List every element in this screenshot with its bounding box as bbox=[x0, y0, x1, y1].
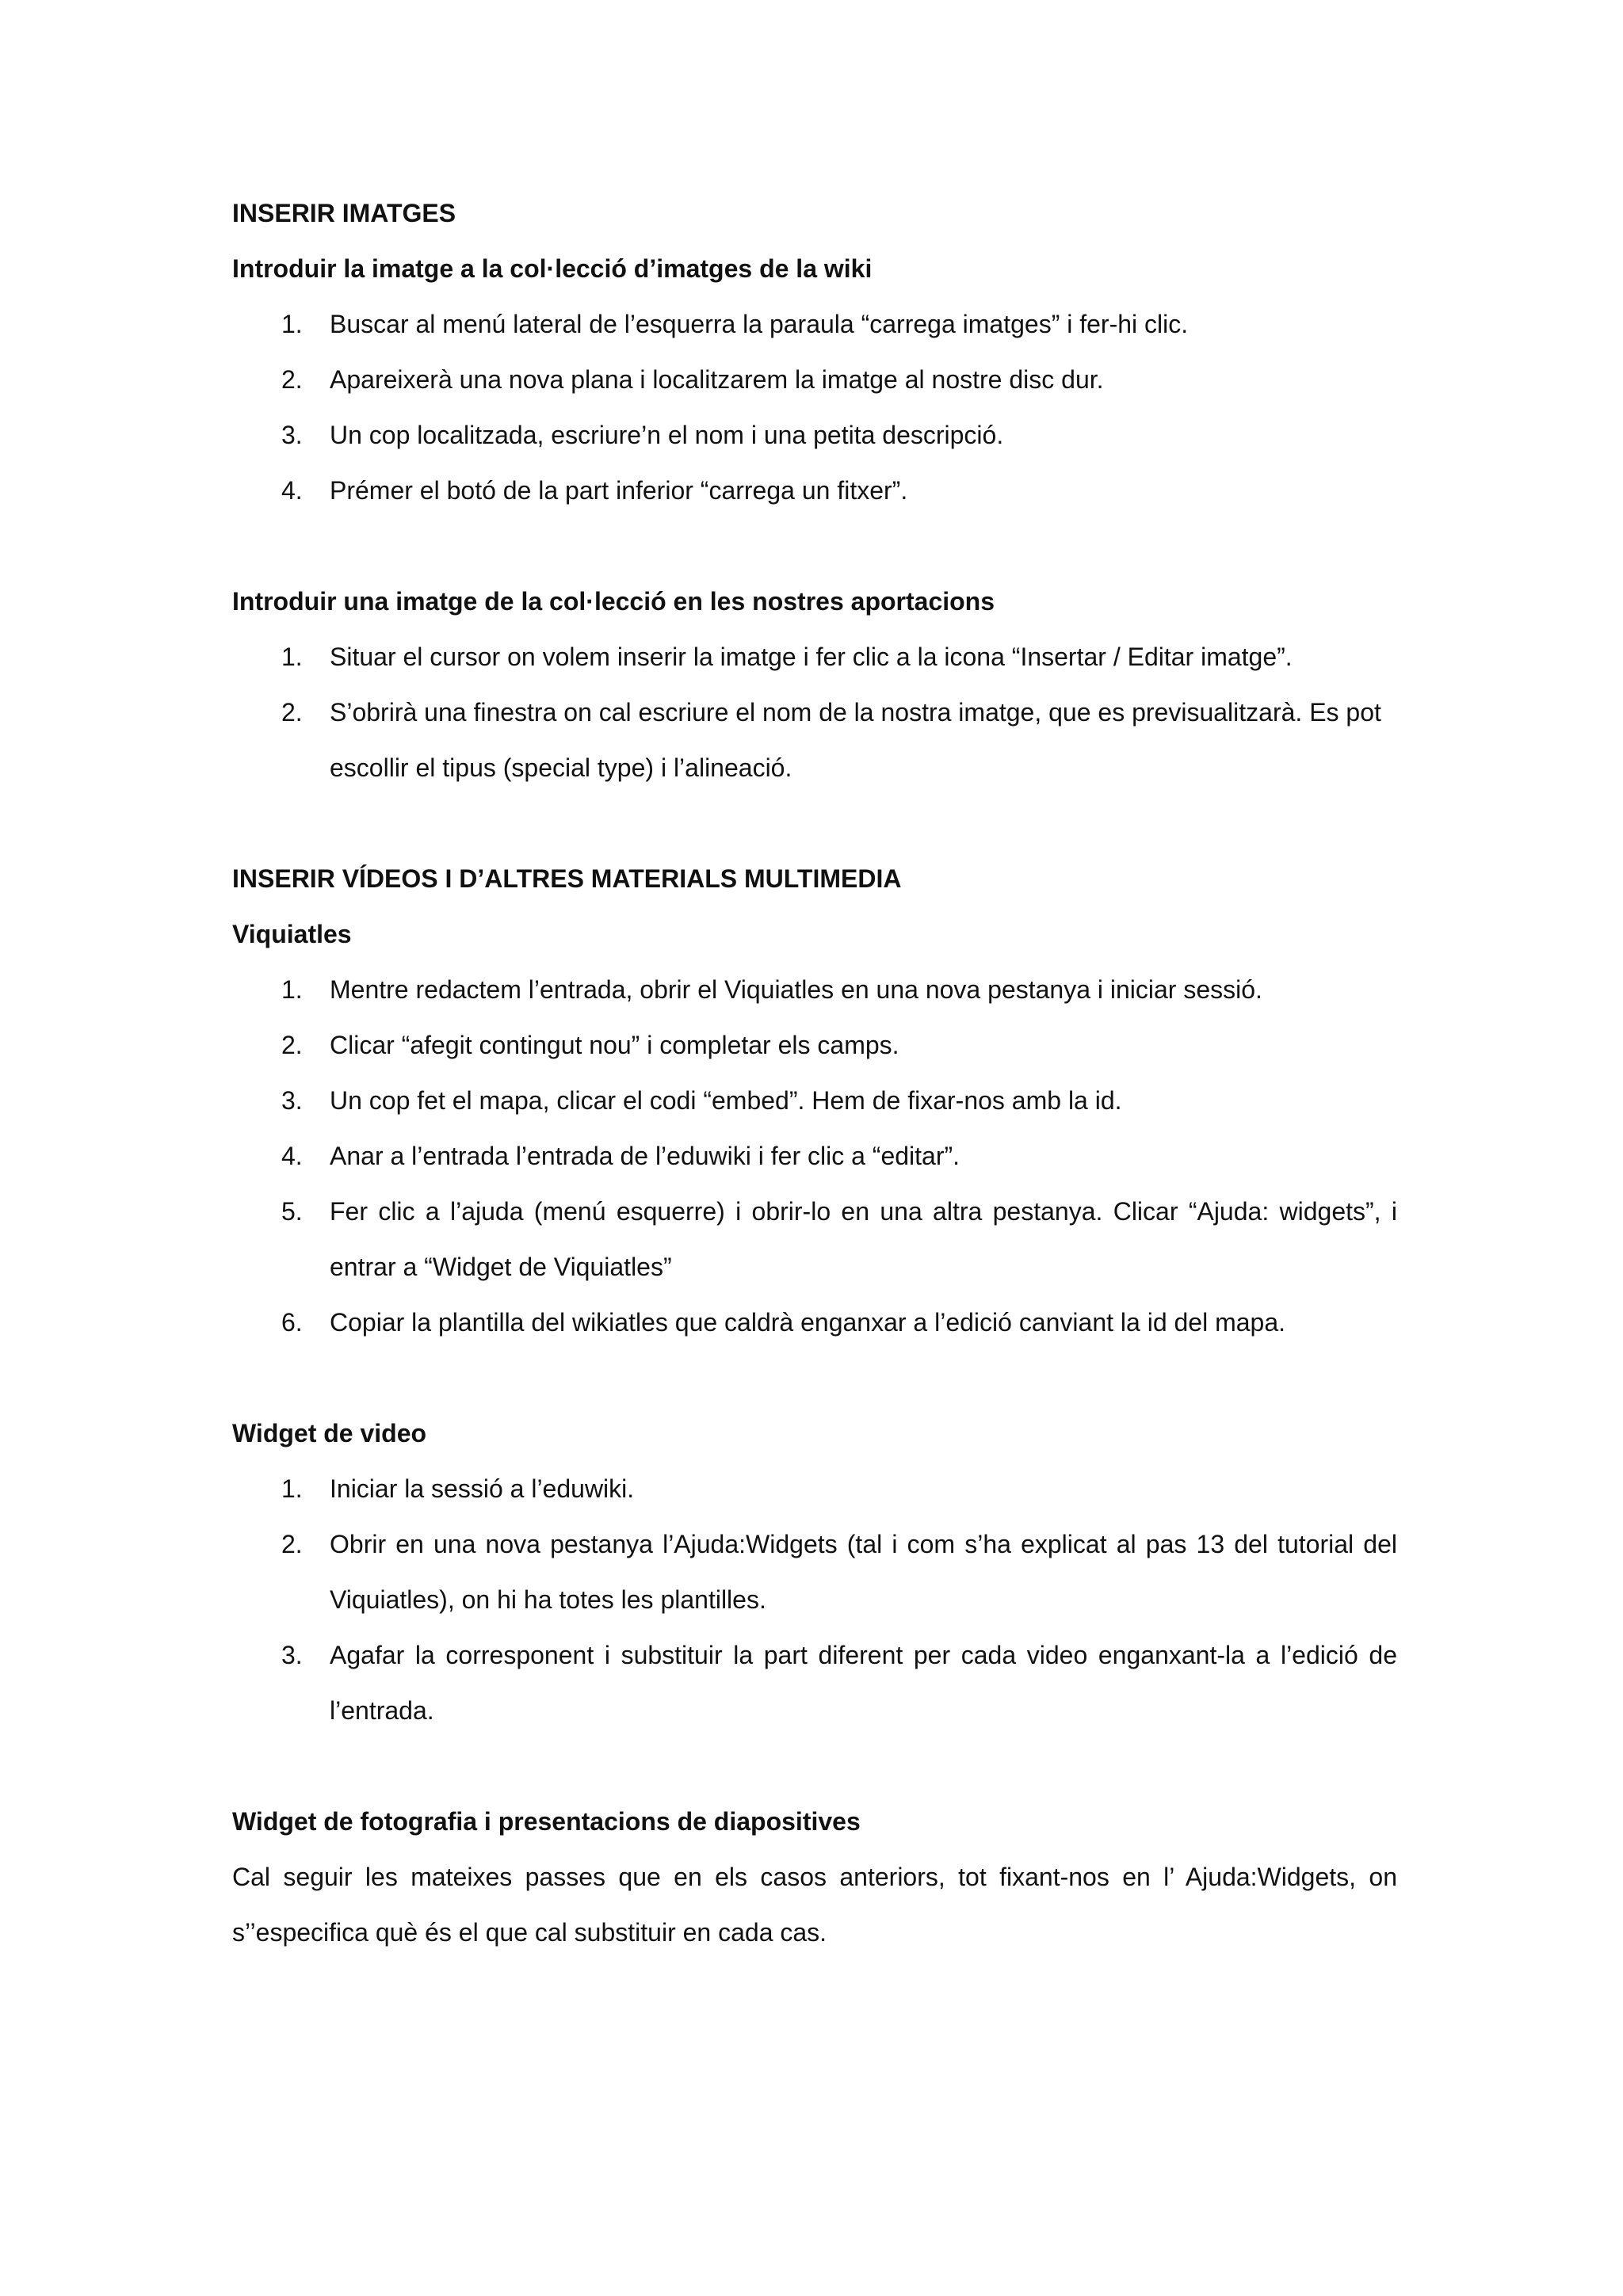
list-number: 2. bbox=[281, 1031, 303, 1059]
list-text: Obrir en una nova pestanya l’Ajuda:Widgets (tal i com s’ha explicat al pas 13 del tutorial del Viquiatles), on hi ha totes les plantilles. bbox=[330, 1530, 1397, 1614]
subsection-heading-viquiatles: Viquiatles bbox=[232, 920, 352, 948]
list-number: 2. bbox=[281, 1530, 303, 1558]
list-text: Copiar la plantilla del wikiatles que caldrà enganxar a l’edició canviant la id del mapa. bbox=[330, 1308, 1286, 1337]
list-number: 1. bbox=[281, 310, 303, 338]
list-text: Agafar la corresponent i substituir la part diferent per cada video enganxant-la a l’edició de l’entrada. bbox=[330, 1641, 1397, 1725]
list-number: 1. bbox=[281, 643, 303, 671]
list-text: Iniciar la sessió a l’eduwiki. bbox=[330, 1474, 635, 1503]
subsection-heading-video-widget: Widget de video bbox=[232, 1419, 427, 1447]
list-text: S’obrirà una finestra on cal escriure el nom de la nostra imatge, que es previsualitzarà. Es pot escollir el tipus (special type) i l’alineació. bbox=[330, 698, 1381, 782]
list-number: 3. bbox=[281, 421, 303, 449]
list-text: Fer clic a l’ajuda (menú esquerre) i obrir-lo en una altra pestanya. Clicar “Ajuda: widgets”, i entrar a “Widget de Viquiatles” bbox=[330, 1197, 1397, 1281]
list-number: 1. bbox=[281, 975, 303, 1004]
list-text: Apareixerà una nova plana i localitzarem la imatge al nostre disc dur. bbox=[330, 365, 1104, 394]
list-text: Situar el cursor on volem inserir la imatge i fer clic a la icona “Insertar / Editar imatge”. bbox=[330, 643, 1293, 671]
list-number: 4. bbox=[281, 476, 303, 505]
list-number: 1. bbox=[281, 1474, 303, 1503]
subsection-heading-image-collection: Introduir la imatge a la col·lecció d’imatges de la wiki bbox=[232, 254, 873, 283]
section-heading-videos: INSERIR VÍDEOS I D’ALTRES MATERIALS MULTIMEDIA bbox=[232, 864, 902, 893]
list-text: Clicar “afegit contingut nou” i completar els camps. bbox=[330, 1031, 899, 1059]
paragraph: Cal seguir les mateixes passes que en els casos anteriors, tot fixant-nos en l’ Ajuda:Widgets, on s’’especifica què és el que cal substituir en cada cas. bbox=[232, 1863, 1397, 1947]
section-heading-images: INSERIR IMATGES bbox=[232, 199, 456, 227]
list-text: Buscar al menú lateral de l’esquerra la paraula “carrega imatges” i fer-hi clic. bbox=[330, 310, 1189, 338]
list-number: 6. bbox=[281, 1308, 303, 1337]
list-number: 2. bbox=[281, 365, 303, 394]
list-number: 5. bbox=[281, 1197, 303, 1226]
subsection-heading-insert-image: Introduir una imatge de la col·lecció en les nostres aportacions bbox=[232, 587, 995, 616]
list-number: 2. bbox=[281, 698, 303, 727]
list-number: 3. bbox=[281, 1641, 303, 1669]
list-text: Prémer el botó de la part inferior “carrega un fitxer”. bbox=[330, 476, 908, 505]
list-text: Un cop localitzada, escriure’n el nom i una petita descripció. bbox=[330, 421, 1004, 449]
list-text: Mentre redactem l’entrada, obrir el Viquiatles en una nova pestanya i iniciar sessió. bbox=[330, 975, 1262, 1004]
subsection-heading-photo-widget: Widget de fotografia i presentacions de diapositives bbox=[232, 1807, 861, 1836]
list-text: Un cop fet el mapa, clicar el codi “embed”. Hem de fixar-nos amb la id. bbox=[330, 1086, 1122, 1115]
list-text: Anar a l’entrada l’entrada de l’eduwiki i fer clic a “editar”. bbox=[330, 1142, 960, 1170]
list-number: 4. bbox=[281, 1142, 303, 1170]
list-number: 3. bbox=[281, 1086, 303, 1115]
